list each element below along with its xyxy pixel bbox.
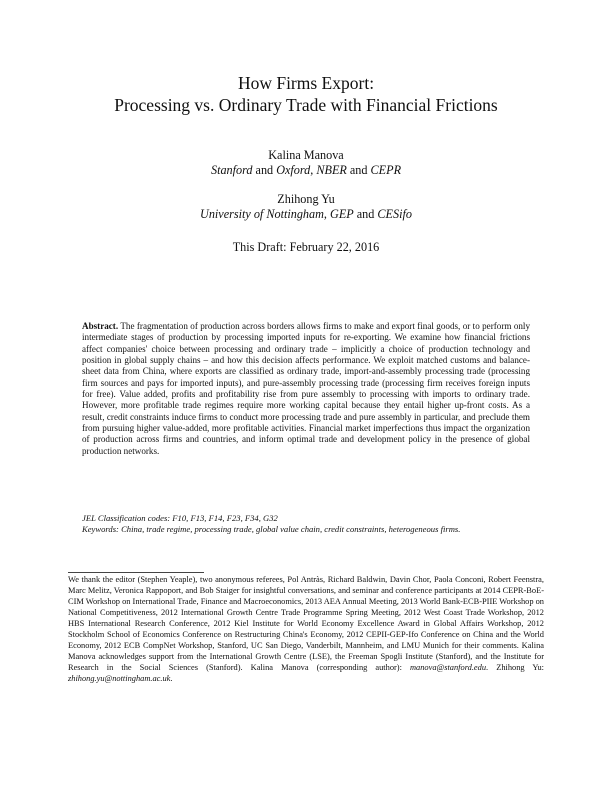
affiliation: Oxford xyxy=(276,163,311,177)
classification-block xyxy=(82,513,542,535)
affiliation-separator: and xyxy=(353,207,378,221)
footnote-text: We thank the editor (Stephen Yeaple), two anonymous referees, Pol Antràs, Richard Baldwin, Davin Chor, Paola Conconi, Robert Feenstra, Marc Melitz, Veronica Rappoport, and Bob Staiger for insightful conversations, and seminar and conference participants at 2014 CEPR-BoE-CIM Workshop on International Trade, Finance and Macroeconomics, 2013 AEA Annual Meeting, 2013 World Bank-ECB-PIIE Workshop on National Competitiveness, 2012 International Growth Centre Trade Programme Spring Meeting, 2012 West Coast Trade Workshop, 2012 HBS International Research Conference, 2012 Kiel Institute for World Economy Excellence Award in Global Affairs Workshop, 2012 Stockholm School of Economics Conference on Restructuring China's Economy, 2012 CEPII-GEP-Ifo Conference on China and the World Economy, 2012 ECB CompNet Workshop, Stanford, UC San Diego, Vanderbilt, Mannheim, and LMU Munich for their comments. Kalina Manova acknowledges support from the International Growth Centre (LSE), the Freeman Spogli Institute (Stanford), and the Institute for Research in the Social Sciences (Stanford). Kalina Manova (corresponding author): xyxy=(68,575,544,672)
abstract xyxy=(82,321,530,457)
footnote-text: . xyxy=(170,673,173,683)
affiliation-separator: , xyxy=(323,207,331,221)
jel-codes: JEL Classification codes: F10, F13, F14, F23, F34, G32 xyxy=(82,513,278,523)
draft-date: This Draft: February 22, 2016 xyxy=(232,240,380,254)
author-name: Zhihong Yu xyxy=(277,192,335,206)
keywords: Keywords: China, trade regime, processing trade, global value chain, credit constraints, heterogeneous firms. xyxy=(82,524,461,534)
affiliation: CEPR xyxy=(370,163,402,177)
footnote-divider xyxy=(68,572,204,573)
affiliation-separator: , xyxy=(310,163,317,177)
affiliation: GEP xyxy=(330,207,354,221)
author-name: Kalina Manova xyxy=(268,148,344,162)
abstract-label: Abstract. xyxy=(82,321,119,331)
affiliation: CESifo xyxy=(377,207,412,221)
acknowledgements-footnote xyxy=(68,575,544,685)
title-line-2: Processing vs. Ordinary Trade with Financial Frictions xyxy=(114,95,498,115)
affiliation: Stanford xyxy=(210,163,253,177)
title-line-1: How Firms Export: xyxy=(237,73,375,93)
affiliation-separator: and xyxy=(346,163,371,177)
abstract-text: The fragmentation of production across borders allows firms to make and export final goods, or to perform only intermediate stages of production by processing imported inputs for re-exporting. We examine how financial frictions affect companies' choice between processing and ordinary trade – implicitly a choice of production technology and position in global supply chains – and how this decision affects performance. We exploit matched customs and balance-sheet data from China, where exports are classified as ordinary trade, import-and-assembly processing trade (processing firm sources and pays for imported inputs), and pure-assembly processing trade (processing firm receives foreign inputs for free). Value added, profits and profitability rise from pure assembly to processing with imports to ordinary trade. However, more profitable trade regimes require more working capital because they entail higher up-front costs. As a result, credit constraints induce firms to conduct more processing trade and pure assembly in particular, and preclude them from pursuing higher value-added, more profitable activities. Financial market imperfections thus impact the organization of production across firms and countries, and inform optimal trade and development policy in the presence of global production networks. xyxy=(82,321,530,456)
email-manova[interactable]: manova@stanford.edu xyxy=(410,662,487,672)
paper-title xyxy=(0,72,612,116)
email-yu[interactable]: zhihong.yu@nottingham.ac.uk xyxy=(68,673,171,683)
author-zhihong-yu xyxy=(0,192,612,222)
author-kalina-manova xyxy=(0,148,612,178)
author-affiliations xyxy=(0,163,612,178)
affiliation: NBER xyxy=(316,163,347,177)
affiliation-separator: and xyxy=(252,163,277,177)
affiliation: University of Nottingham xyxy=(200,207,324,221)
footnote-text: . Zhihong Yu: xyxy=(486,662,544,672)
author-affiliations xyxy=(0,207,612,222)
